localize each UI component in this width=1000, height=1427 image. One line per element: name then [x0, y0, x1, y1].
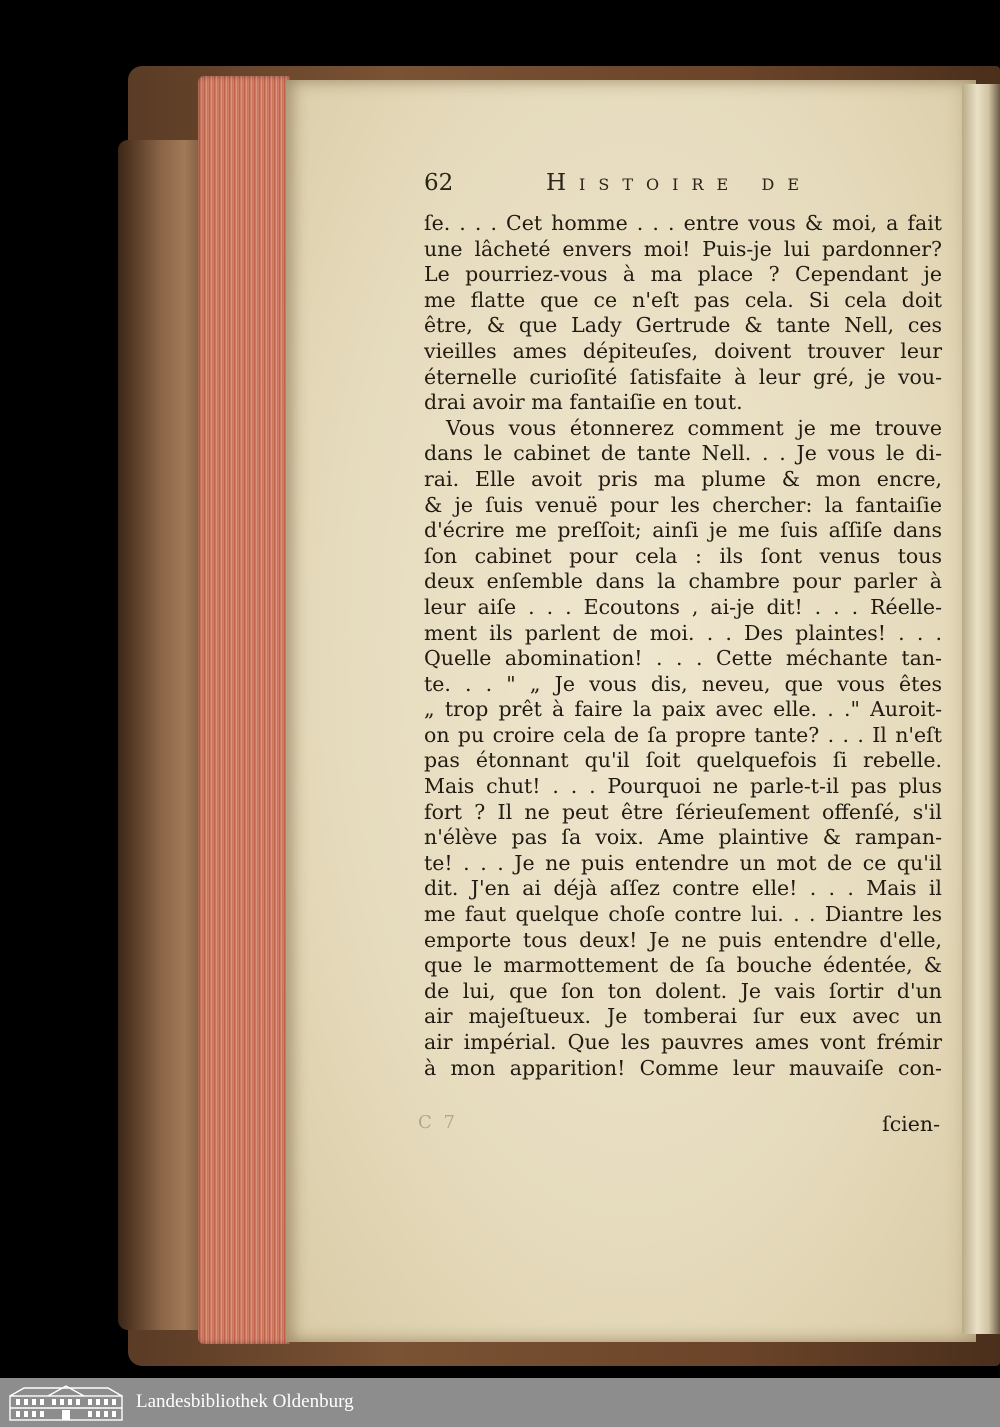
running-head: Histoire de: [546, 170, 812, 196]
signature-mark: C 7: [418, 1112, 458, 1133]
text-line: Mais chut! . . . Pourquoi ne parle-t-il pas plus: [424, 774, 942, 799]
page-header: [424, 170, 944, 200]
text-line: me faut quelque choſe contre lui. . . Diantre les: [424, 902, 942, 927]
body-text: [424, 211, 942, 1081]
text-line: à mon apparition! Comme leur mauvaiſe con-: [424, 1055, 942, 1080]
library-building-icon[interactable]: [8, 1384, 124, 1422]
text-line: air majeſtueux. Je tomberai ſur eux avec un: [424, 1004, 942, 1029]
text-line: être, & que Lady Gertrude & tante Nell, ces: [424, 313, 942, 338]
text-line: d'écrire me preſſoit; ainſi je me ſuis aſſiſe dans: [424, 518, 942, 543]
text-line: Quelle abomination! . . . Cette méchante tan-: [424, 646, 942, 671]
text-line: n'élève pas ſa voix. Ame plaintive & rampan-: [424, 825, 942, 850]
text-line: éternelle curioſité ſatisfaite à leur gré, je vou-: [424, 364, 942, 389]
text-line: fort ? Il ne peut être ſérieuſement offenſé, s'il: [424, 799, 942, 824]
text-line: ment ils parlent de moi. . . Des plaintes! . . .: [424, 620, 942, 645]
text-line: ſe. . . . Cet homme . . . entre vous & moi, a fait: [424, 211, 942, 235]
catchword: ſcien-: [882, 1112, 940, 1136]
text-line: me flatte que ce n'eſt pas cela. Si cela doit: [424, 287, 942, 312]
text-line: „ trop prêt à faire la paix avec elle. . ." Auroit-: [424, 697, 942, 722]
text-line: une lâcheté envers moi! Puis-je lui pardonner?: [424, 236, 942, 261]
text-line: de lui, que ſon ton dolent. Je vais ſortir d'un: [424, 978, 942, 1003]
text-line: dit. J'en ai déjà aſſez contre elle! . . . Mais il: [424, 876, 942, 901]
text-line: que le marmottement de ſa bouche édentée, &: [424, 953, 942, 978]
text-line: te! . . . Je ne puis entendre un mot de ce qu'il: [424, 850, 942, 875]
footer-bar: [0, 1378, 1000, 1427]
page-edges: [198, 76, 290, 1344]
text-line: & je ſuis venuë pour les chercher: la fantaiſie: [424, 492, 942, 517]
text-line: emporte tous deux! Je ne puis entendre d'elle,: [424, 927, 942, 952]
text-line: dans le cabinet de tante Nell. . . Je vous le di-: [424, 441, 942, 466]
text-line: ſon cabinet pour cela : ils ſont venus tous: [424, 543, 942, 568]
text-line: pas étonnant qu'il ſoit quelquefois ſi rebelle.: [424, 748, 942, 773]
text-line: Vous vous étonnerez comment je me trouve: [446, 415, 942, 440]
text-line: Le pourriez-vous à ma place ? Cependant je: [424, 262, 942, 287]
text-line: deux enſemble dans la chambre pour parler à: [424, 569, 942, 594]
text-line: on pu croire cela de ſa propre tante? . . . Il n'eſt: [424, 722, 942, 747]
text-line: vieilles ames dépiteuſes, doivent trouver leur: [424, 338, 942, 363]
page-number: 62: [424, 170, 454, 196]
library-name[interactable]: Landesbibliothek Oldenburg: [136, 1391, 354, 1412]
text-line: te. . . " „ Je vous dis, neveu, que vous êtes: [424, 671, 942, 696]
text-line: rai. Elle avoit pris ma plume & mon encre,: [424, 466, 942, 491]
text-line: drai avoir ma fantaiſie en tout.: [424, 390, 743, 415]
text-line: air impérial. Que les pauvres ames vont frémir: [424, 1030, 942, 1054]
page-gutter: [962, 84, 1000, 1334]
text-line: leur aiſe . . . Ecoutons , ai-je dit! . . . Réelle-: [424, 594, 942, 619]
